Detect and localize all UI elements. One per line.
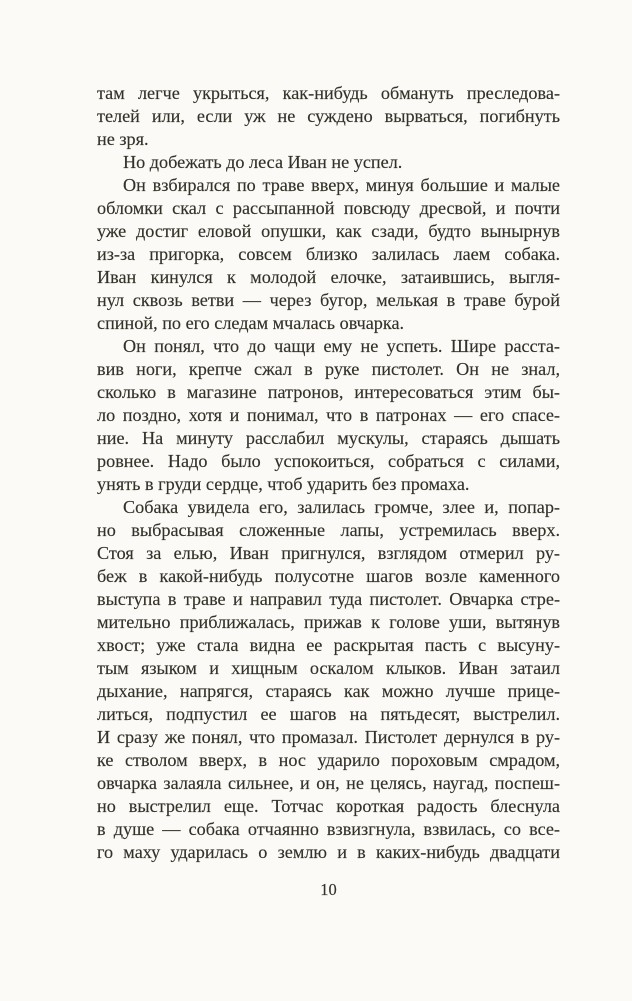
text-line: но выбрасывая сложенные лапы, устремилась вверх. — [97, 520, 560, 540]
text-line: ке стволом вверх, в нос ударило пороховым смрадом, — [97, 750, 560, 770]
text-line: ровнее. Надо было успокоиться, собраться с силами, — [97, 451, 560, 471]
text-line: Стоя за елью, Иван пригнулся, взглядом отмерил ру- — [97, 543, 560, 563]
text-line: в душе — собака отчаянно взвизгнула, взвилась, со все- — [97, 819, 560, 839]
text-line: но выстрелил еще. Тотчас короткая радость блеснула — [97, 796, 560, 816]
text-line: не зря. — [97, 129, 149, 149]
text-line: уже достиг еловой опушки, как сзади, будто вынырнув — [97, 221, 560, 241]
text-line: нул сквозь ветви — через бугор, мелькая в траве бурой — [97, 290, 560, 310]
text-line: Собака увидела его, залилась громче, злее и, попар- — [123, 497, 560, 517]
text-line: сколько в магазине патронов, интересоваться этим бы- — [97, 382, 560, 402]
text-line: литься, подпустил ее шагов на пятьдесят, выстрелил. — [97, 704, 560, 724]
text-line: Но добежать до леса Иван не успел. — [123, 152, 403, 172]
text-line: ние. На минуту расслабил мускулы, стараясь дышать — [97, 428, 560, 448]
text-line: обломки скал с рассыпанной повсюду дресвой, и почти — [97, 198, 560, 218]
text-line: мительно приближалась, прижав к голове уши, вытянув — [97, 612, 560, 632]
text-line: И сразу же понял, что промазал. Пистолет дернулся в ру- — [97, 727, 560, 747]
page-number: 10 — [320, 880, 337, 899]
text-line: ло поздно, хотя и понимал, что в патронах — его спасе- — [97, 405, 560, 425]
text-line: беж в какой-нибудь полусотне шагов возле каменного — [97, 566, 560, 586]
text-line: из-за пригорка, совсем близко залилась лаем собака. — [97, 244, 560, 264]
text-line: спиной, по его следам мчалась овчарка. — [97, 313, 405, 333]
text-line: Он понял, что до чащи ему не успеть. Шире расста- — [123, 336, 560, 356]
text-line: там легче укрыться, как-нибудь обмануть преследова- — [97, 83, 560, 103]
text-line: хвост; уже стала видна ее раскрытая пасть с высуну- — [97, 635, 560, 655]
text-line: Иван кинулся к молодой елочке, затаившись, выгля- — [97, 267, 560, 287]
text-line: Он взбирался по траве вверх, минуя большие и малые — [123, 175, 560, 195]
text-line: дыхание, напрягся, стараясь как можно лучше прице- — [97, 681, 560, 701]
page-text — [97, 82, 560, 864]
text-line: тым языком и хищным оскалом клыков. Иван затаил — [97, 658, 560, 678]
text-line: телей или, если уж не суждено вырваться, погибнуть — [97, 106, 560, 126]
text-line: выступа в траве и направил туда пистолет. Овчарка стре- — [97, 589, 560, 609]
text-line: унять в груди сердце, чтоб ударить без промаха. — [97, 474, 470, 494]
text-line: вив ноги, крепче сжал в руке пистолет. Он не знал, — [97, 359, 560, 379]
text-line: го маху ударилась о землю и в каких-нибудь двадцати — [97, 842, 560, 862]
text-line: овчарка залаяла сильнее, и он, не целясь, наугад, поспеш- — [97, 773, 560, 793]
